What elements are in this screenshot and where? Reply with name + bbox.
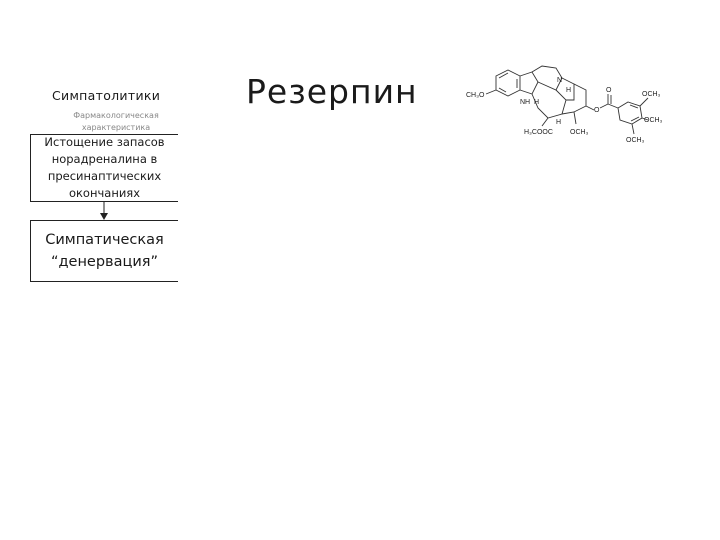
diagram-header-subtitle: Фармакологическая характеристика	[73, 111, 159, 132]
depletion-box-text: Истощение запасов норадреналина в пресинаптических окончаниях	[44, 135, 165, 200]
diagram-header-title: Симпатолитики	[52, 88, 161, 103]
denervation-box	[30, 220, 178, 282]
denervation-box-text: Симпатическая “денервация”	[45, 232, 164, 270]
carbonyl-o-label: O	[606, 87, 612, 94]
depletion-box	[30, 134, 178, 202]
flow-arrow	[98, 202, 110, 220]
och3-right-1-label: OCH₃	[642, 91, 661, 98]
och3-left-label: CH₃O	[466, 92, 485, 99]
nh-label: NH	[520, 99, 531, 106]
n-label: N	[557, 77, 563, 84]
och3-right-2-label: OCH₃	[644, 117, 662, 124]
h-label-3: H	[556, 119, 562, 126]
reserpine-structure-image	[462, 62, 662, 150]
ester-o-label: O	[594, 107, 600, 114]
och3-right-3-label: OCH₃	[626, 137, 645, 144]
h-label-2: H	[566, 87, 572, 94]
page-title: Резерпин	[246, 72, 418, 111]
h-label-1: H	[534, 99, 540, 106]
h3cooc-label: H₃COOC	[524, 129, 553, 136]
och3-bottom-label: OCH₃	[570, 129, 589, 136]
